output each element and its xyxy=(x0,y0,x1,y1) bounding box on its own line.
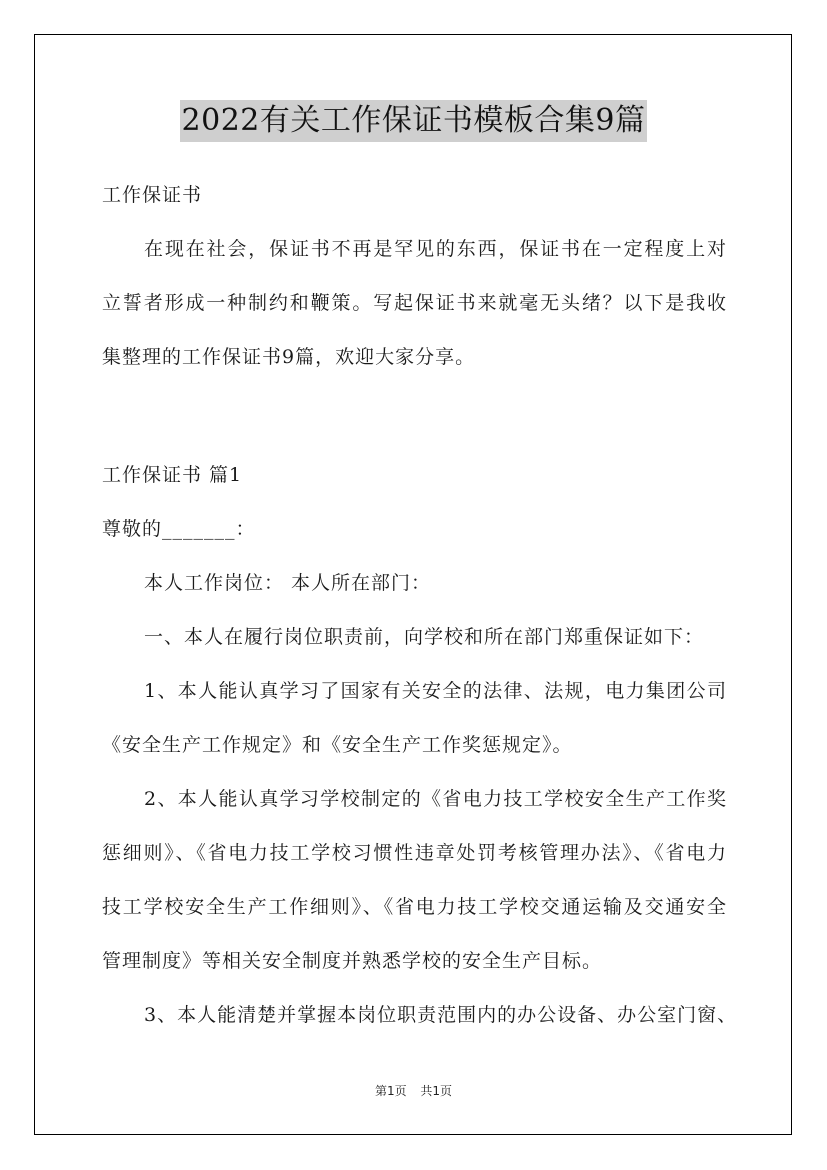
document-title: 2022有关工作保证书模板合集9篇 xyxy=(180,100,648,142)
body-line-3: 1、本人能认真学习了国家有关安全的法律、法规，电力集团公司 xyxy=(144,680,727,702)
intro-line-1: 在现在社会，保证书不再是罕见的东西，保证书在一定程度上对 xyxy=(144,238,727,260)
page-number: 第1页 xyxy=(374,1084,407,1098)
body-line-4: 《安全生产工作规定》和《安全生产工作奖惩规定》。 xyxy=(102,734,573,756)
section-spacer xyxy=(102,384,727,448)
page-footer xyxy=(0,1082,827,1099)
body-line-8: 管理制度》等相关安全制度并熟悉学校的安全生产目标。 xyxy=(102,950,603,972)
intro-line-2: 立誓者形成一种制约和鞭策。写起保证书来就毫无头绪？以下是我收 xyxy=(102,292,727,314)
body-line-6: 惩细则》、《省电力技工学校习惯性违章处罚考核管理办法》、《省电力 xyxy=(102,842,727,864)
intro-line-3: 集整理的工作保证书9篇，欢迎大家分享。 xyxy=(102,346,476,368)
body-line-9: 3、本人能清楚并掌握本岗位职责范围内的办公设备、办公室门窗、 xyxy=(144,1004,738,1026)
body-line-7: 技工学校安全生产工作细则》、《省电力技工学校交通运输及交通安全 xyxy=(102,896,727,918)
page-total: 共1页 xyxy=(420,1084,453,1098)
body-line-2: 一、本人在履行岗位职责前，向学校和所在部门郑重保证如下： xyxy=(144,626,705,648)
body-line-1: 本人工作岗位： 本人所在部门： xyxy=(144,572,432,594)
salutation: 尊敬的_______： xyxy=(102,518,256,540)
title-container xyxy=(0,100,827,142)
section-title: 工作保证书 篇1 xyxy=(102,464,243,486)
document-body xyxy=(102,168,738,1042)
document-heading: 工作保证书 xyxy=(102,184,203,206)
body-line-5: 2、本人能认真学习学校制定的《省电力技工学校安全生产工作奖 xyxy=(144,788,727,810)
